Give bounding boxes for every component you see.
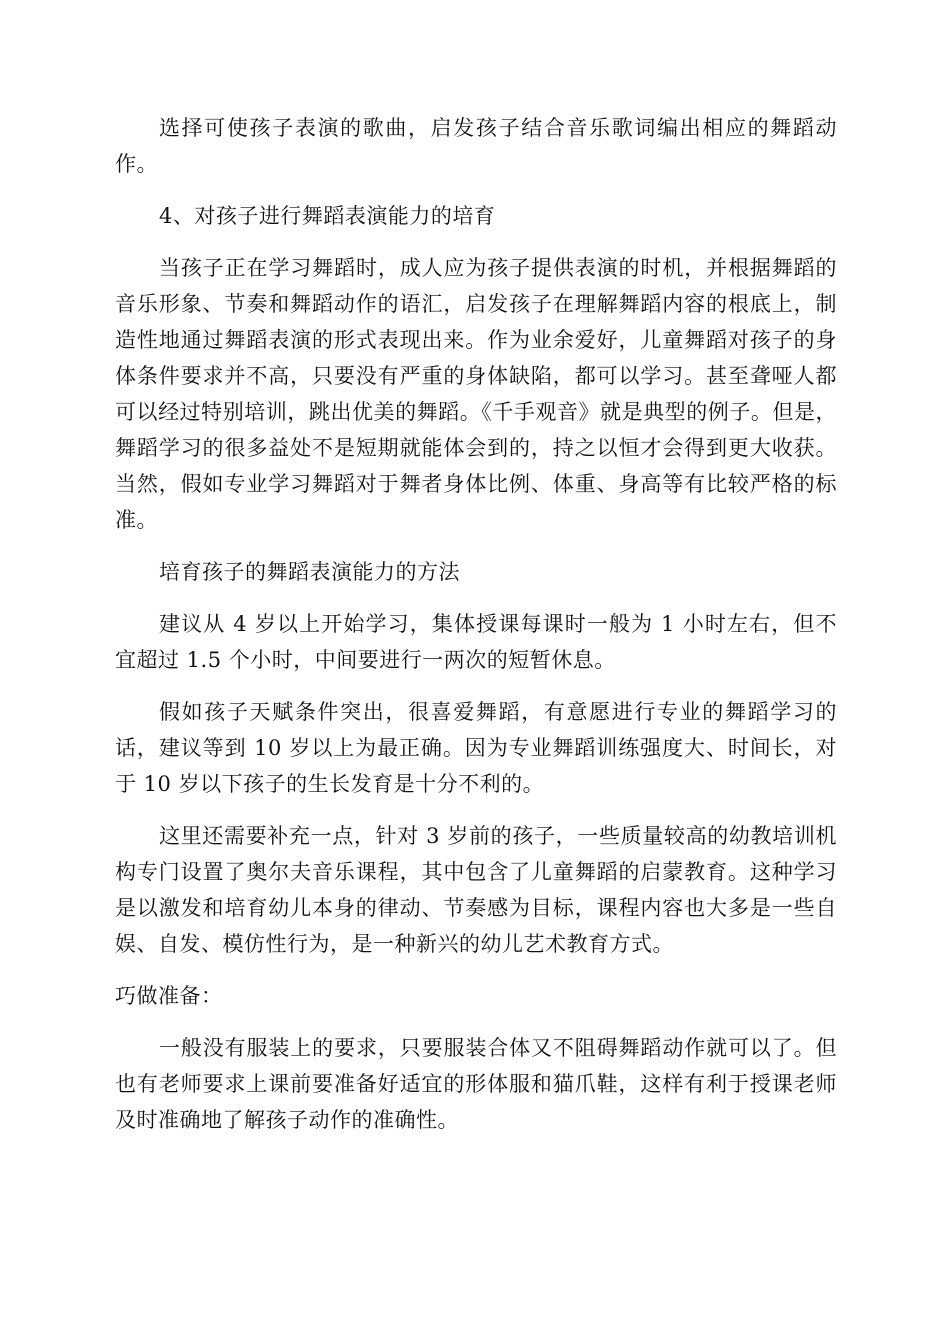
paragraph-performance-opportunity: 当孩子正在学习舞蹈时，成人应为孩子提供表演的时机，并根据舞蹈的音乐形象、节奏和舞蹈动作的语汇，启发孩子在理解舞蹈内容的根底上，制造性地通过舞蹈表演的形式表现出来。作为业余爱好，儿童舞蹈对孩子的身体条件要求并不高，只要没有严重的身体缺陷，都可以学习。甚至聋哑人都可以经过特别培训，跳出优美的舞蹈。《千手观音》就是典型的例子。但是，舞蹈学习的很多益处不是短期就能体会到的，持之以恒才会得到更大收获。当然，假如专业学习舞蹈对于舞者身体比例、体重、身高等有比较严格的标准。 — [115, 256, 837, 532]
paragraph-start-age: 建议从 4 岁以上开始学习，集体授课每课时一般为 1 小时左右，但不宜超过 1.5 个小时，中间要进行一两次的短暂休息。 — [115, 612, 837, 672]
paragraph-orff-music: 这里还需要补充一点，针对 3 岁前的孩子，一些质量较高的幼教培训机构专门设置了奥尔夫音乐课程，其中包含了儿童舞蹈的启蒙教育。这种学习是以激发和培育幼儿本身的律动、节奏感为目标，课程内容也大多是一些自娱、自发、模仿性行为，是一种新兴的幼儿艺术教育方式。 — [115, 824, 837, 956]
paragraph-clothing: 一般没有服装上的要求，只要服装合体又不阻碍舞蹈动作就可以了。但也有老师要求上课前要准备好适宜的形体服和猫爪鞋，这样有利于授课老师及时准确地了解孩子动作的准确性。 — [115, 1036, 837, 1132]
paragraph-song-choreography: 选择可使孩子表演的歌曲，启发孩子结合音乐歌词编出相应的舞蹈动作。 — [115, 116, 837, 176]
section-heading-methods: 培育孩子的舞蹈表演能力的方法 — [159, 560, 460, 584]
section-heading-performance-ability: 4、对孩子进行舞蹈表演能力的培育 — [159, 204, 496, 228]
paragraph-professional-training: 假如孩子天赋条件突出，很喜爱舞蹈，有意愿进行专业的舞蹈学习的话，建议等到 10 岁以上为最正确。因为专业舞蹈训练强度大、时间长，对于 10 岁以下孩子的生长发育是十分不利的。 — [115, 700, 837, 796]
section-heading-preparation: 巧做准备： — [115, 984, 223, 1008]
document-body — [115, 110, 837, 1138]
